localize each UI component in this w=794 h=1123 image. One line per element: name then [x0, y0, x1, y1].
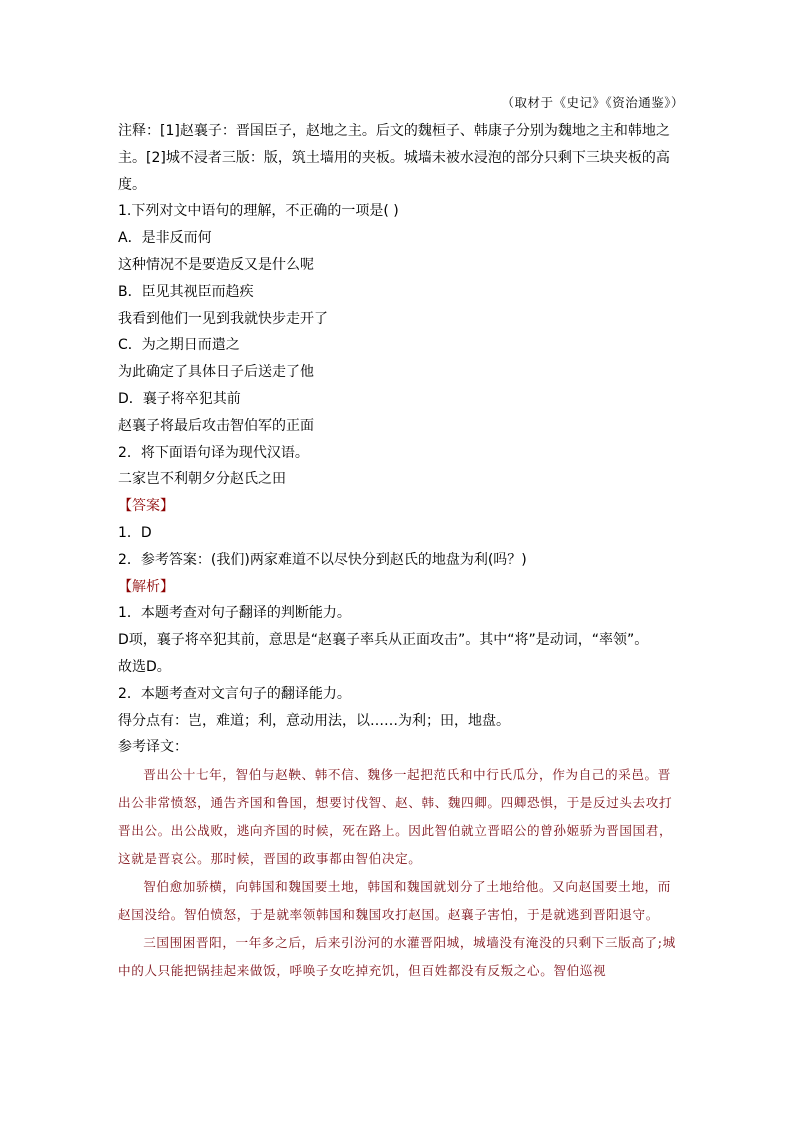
analysis-line-1: 1．本题考查对句子翻译的判断能力。 [118, 605, 351, 622]
answer-1: 1．D [118, 524, 152, 541]
note-line-1: 注释：[1]赵襄子：晋国臣子，赵地之主。后文的魏桓子、韩康子分别为魏地之主和韩地之 [118, 123, 670, 139]
source-citation: （取材于《史记》《资治通鉴》） [501, 95, 684, 110]
option-a-meaning: 这种情况不是要造反又是什么呢 [118, 256, 314, 273]
answer-2: 2．参考答案：(我们)两家难道不以尽快分到赵氏的地盘为利(吗？) [118, 551, 527, 568]
question-1-stem: 1.下列对文中语句的理解，不正确的一项是( ) [118, 203, 399, 220]
question-2-stem: 2．将下面语句译为现代汉语。 [118, 444, 309, 461]
analysis-line-5: 得分点有：岂，难道；利，意动用法，以……为利；田，地盘。 [118, 712, 510, 729]
answer-heading: 【答案】 [118, 498, 174, 515]
option-c-label: C．为之期日而遣之 [118, 337, 240, 354]
option-d-label: D．襄子将卒犯其前 [118, 390, 241, 407]
option-c-meaning: 为此确定了具体日子后送走了他 [118, 364, 314, 381]
translation-paragraph-3: 三国围困晋阳，一年多之后，后来引汾河的水灌晋阳城，城墙没有淹没的只剩下三版高了;城中的人只能把锅挂起来做饭，呼唤子女吃掉充饥，但百姓都没有反叛之心。智伯巡视 [118, 935, 676, 979]
question-2-sentence: 二家岂不利朝夕分赵氏之田 [118, 471, 286, 488]
analysis-heading: 【解析】 [118, 578, 174, 595]
translation-paragraph-1: 晋出公十七年，智伯与赵鞅、韩不信、魏侈一起把范氏和中行氏瓜分，作为自己的采邑。晋出公非常愤怒，通告齐国和鲁国，想要讨伐智、赵、韩、魏四卿。四卿恐惧，于是反过头去攻打晋出公。出公战败，逃向齐国的时候，死在路上。因此智伯就立晋昭公的曾孙姬骄为晋国国君，这就是晋哀公。那时候，晋国的政事都由智伯决定。 [118, 767, 673, 867]
translation-paragraph-2: 智伯愈加骄横，向韩国和魏国要土地，韩国和魏国就划分了土地给他。又向赵国要土地，而赵国没给。智伯愤怒，于是就率领韩国和魏国攻打赵国。赵襄子害怕，于是就逃到晋阳退守。 [118, 879, 671, 923]
option-a-label: A．是非反而何 [118, 230, 212, 247]
analysis-line-4: 2．本题考查对文言句子的翻译能力。 [118, 685, 351, 702]
analysis-line-2: D项，襄子将卒犯其前，意思是“赵襄子率兵从正面攻击”。其中“将”是动词，“率领”。 [118, 632, 649, 649]
option-b-label: B．臣见其视臣而趋疾 [118, 283, 254, 300]
note-line-2: 主。[2]城不浸者三版：版，筑土墙用的夹板。城墙未被水浸泡的部分只剩下三块夹板的高 [118, 149, 670, 166]
analysis-line-3: 故选D。 [118, 658, 171, 675]
option-d-meaning: 赵襄子将最后攻击智伯军的正面 [118, 417, 314, 434]
option-b-meaning: 我看到他们一见到我就快步走开了 [118, 310, 328, 327]
note-line-3: 度。 [118, 176, 146, 193]
analysis-line-6: 参考译文： [118, 739, 188, 756]
document-page [118, 88, 684, 985]
